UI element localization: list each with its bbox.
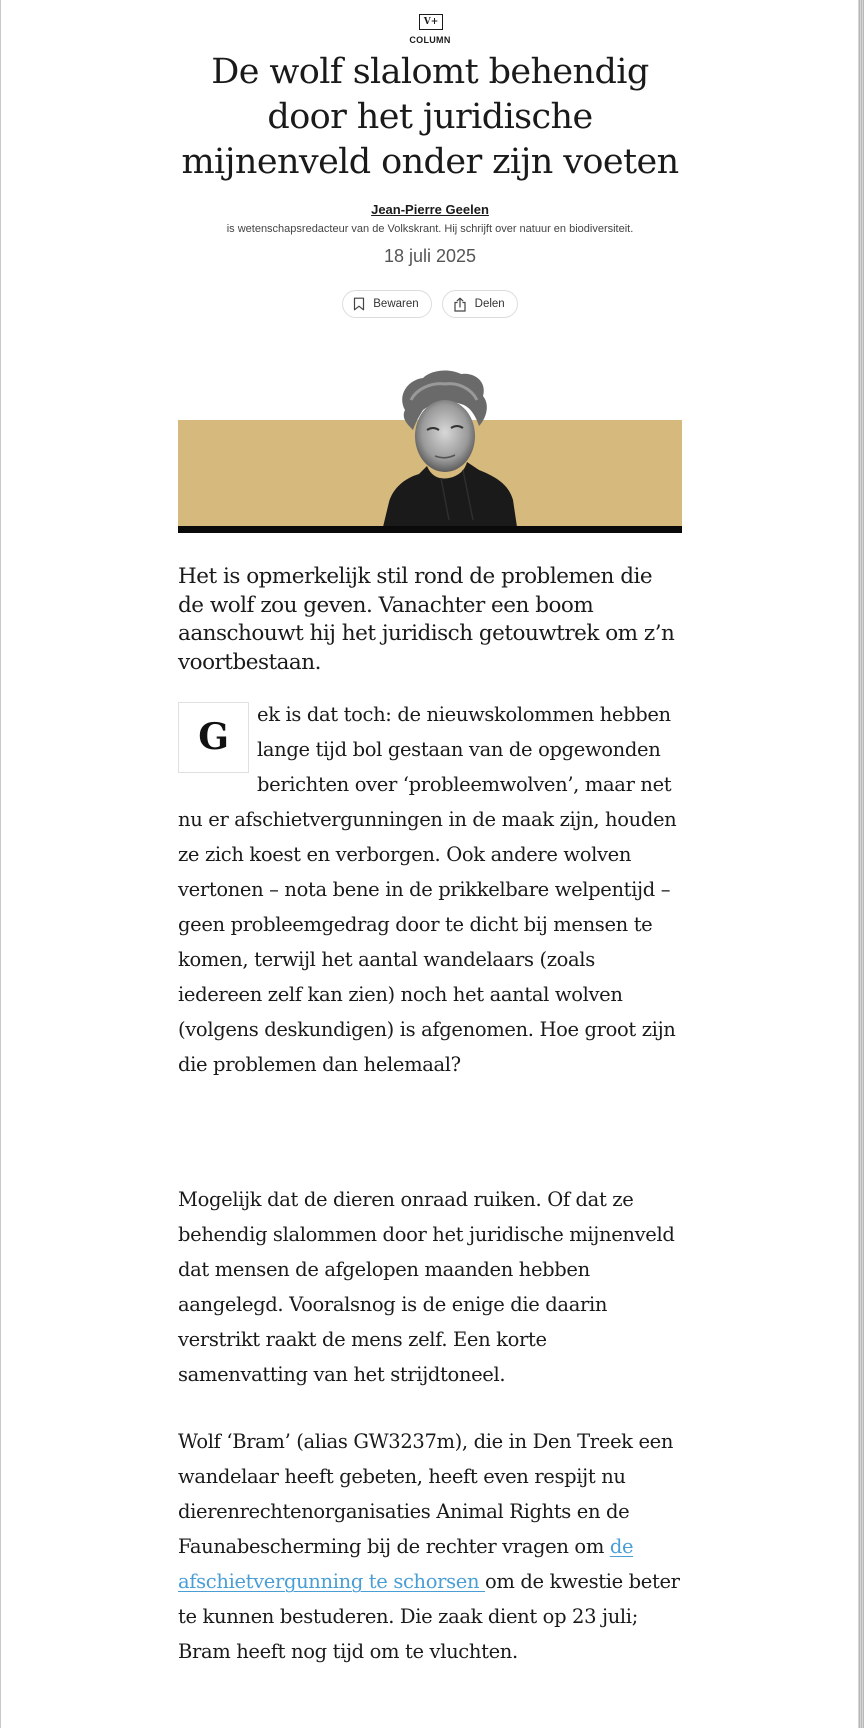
- article-actions: [178, 290, 682, 318]
- scrollbar[interactable]: [858, 0, 864, 1728]
- paragraph-text: ek is dat toch: de nieuwskolommen hebben lange tijd bol gestaan van de opgewonden berichten over ‘probleemwolven’, maar net nu er afschietvergunningen in de maak zijn, houden ze zich koest en verborgen. Ook andere wolven vertonen – nota bene in de prikkelbare welpentijd – geen probleemgedrag door te dicht bij mensen te komen, terwijl het aantal wandelaars (zoals iedereen zelf kan zien) noch het aantal wolven (volgens deskundigen) is afgenomen. Hoe groot zijn die problemen dan helemaal?: [178, 703, 677, 1076]
- paragraph: Mogelijk dat de dieren onraad ruiken. Of dat ze behendig slalommen door het juridische mijnenveld dat mensen de afgelopen maanden hebben aangelegd. Vooralsnog is de enige die daarin verstrikt raakt de mens zelf. Een korte samenvatting van het strijdtoneel.: [178, 1188, 675, 1386]
- save-button-label: Bewaren: [373, 298, 419, 310]
- paragraph: [178, 697, 682, 1082]
- share-button-label: Delen: [474, 298, 505, 310]
- paragraph: [178, 1424, 682, 1669]
- publish-date: 18 juli 2025: [383, 246, 477, 266]
- title-line: De wolf slalomt behendig: [211, 52, 649, 92]
- paragraph-text: Wolf ‘Bram’ (alias GW3237m), die in Den Treek een wandelaar heeft gebeten, heeft even respijt nu dierenrechtenorganisaties Animal Rights en de Faunabescherming bij de rechter vragen om: [178, 1430, 674, 1558]
- section-label: COLUMN: [409, 35, 451, 45]
- title-line: door het juridische: [267, 97, 593, 137]
- author-bio: is wetenschapsredacteur van de Volkskrant. Hij schrijft over natuur en biodiversiteit.: [226, 223, 634, 235]
- page-title: [168, 50, 692, 185]
- vplus-logo: V+: [419, 14, 443, 30]
- share-icon: [453, 297, 467, 312]
- window-left-border: [0, 0, 1, 1728]
- drop-cap: G: [178, 702, 249, 773]
- suspend-permit-link[interactable]: de afschietvergunning te schorsen: [178, 1535, 634, 1593]
- share-button[interactable]: [442, 290, 518, 318]
- save-button[interactable]: [342, 290, 431, 318]
- author-link[interactable]: Jean-Pierre Geelen: [371, 202, 489, 217]
- paragraph-text: om de kwestie beter te kunnen bestuderen. Die zaak dient op 23 juli; Bram heeft nog tijd om te vluchten.: [178, 1570, 680, 1663]
- author-banner: [178, 360, 682, 534]
- article-intro: Het is opmerkelijk stil rond de problemen die de wolf zou geven. Vanachter een boom aanschouwt hij het juridisch getouwtrek om z’n voortbestaan.: [178, 564, 675, 675]
- author-portrait-image: [383, 370, 518, 527]
- banner-bottom-bar: [178, 526, 682, 533]
- title-line: mijnenveld onder zijn voeten: [181, 142, 679, 182]
- bookmark-icon: [353, 297, 365, 311]
